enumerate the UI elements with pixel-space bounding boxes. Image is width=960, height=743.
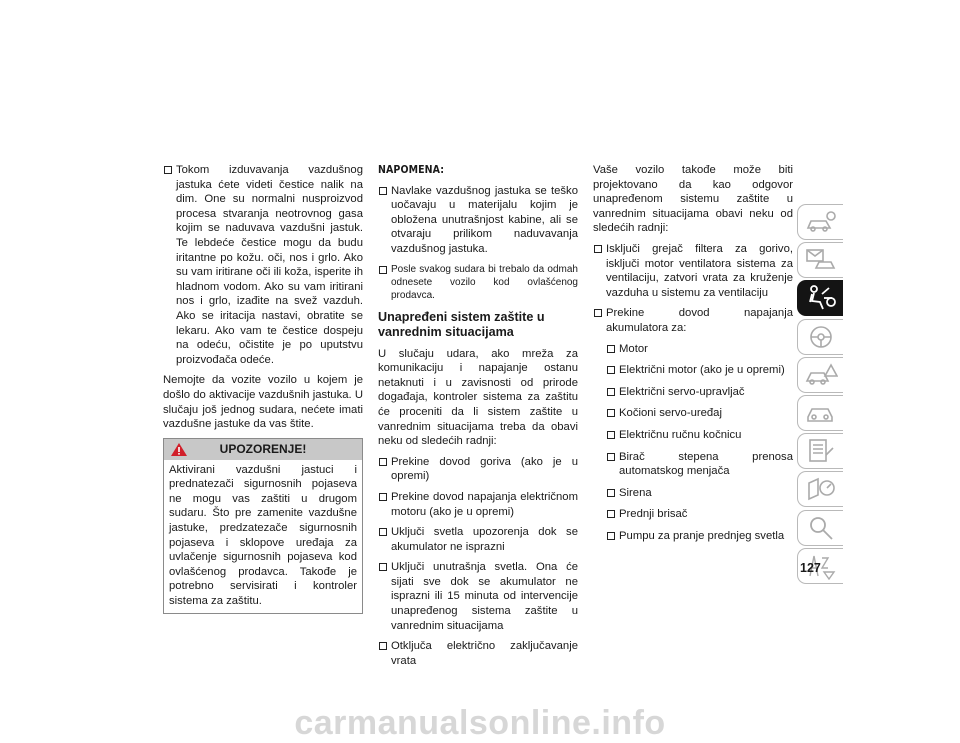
list-item-text: Prekine dovod napajanja akumulatora za: (606, 307, 793, 334)
checkbox-bullet-icon (379, 642, 387, 650)
warning-box (163, 438, 363, 614)
car-service-icon (804, 399, 838, 427)
list-item (378, 455, 578, 484)
list-item-text: Prekine dovod napajanja električnom motoru (ako je u opremi) (391, 490, 578, 518)
sub-list-item (606, 486, 793, 501)
note-item (378, 184, 578, 257)
sub-list-item-text: Prednji brisač (619, 508, 688, 521)
watermark: carmanualsonline.info (294, 704, 666, 742)
sub-list-item (606, 385, 793, 400)
list-item (163, 163, 363, 367)
sub-list-item-text: Kočioni servo-uređaj (619, 407, 722, 420)
checkbox-bullet-icon (379, 528, 387, 536)
checkbox-bullet-icon (607, 453, 615, 461)
checkbox-bullet-icon (607, 366, 615, 374)
checkbox-bullet-icon (594, 245, 602, 253)
list-item (378, 490, 578, 519)
paragraph: U slučaju udara, ako mreža za komunikaciju i napajanje ostanu netaknuti i u zavisnosti od prirode događaja, kontroler sistema za zaštitu će proceniti da li sistem zaštite u vanrednim situacijama treba da obavi neku od sledećih radnji: (378, 347, 578, 448)
section-heading: Unapređeni sistem zaštite u vanrednim situacijama (378, 309, 545, 340)
checkbox-bullet-icon (594, 309, 602, 317)
list-item (593, 306, 793, 335)
column-1 (163, 163, 363, 614)
list-item-text: Otključa električno zaključavanje vrata (391, 640, 578, 667)
sub-list-item (606, 428, 793, 443)
tab-mail-car[interactable] (797, 242, 843, 278)
paragraph: Nemojte da vozite vozilo u kojem je došlo do aktivacije vazdušnih jastuka. U slučaju još jednog sudara, nećete imati vazdušne jastuke da vas štite. (163, 374, 363, 431)
checkbox-bullet-icon (379, 187, 387, 195)
sub-list-item-text: Sirena (619, 486, 652, 499)
tab-crash-warning[interactable] (797, 357, 843, 393)
chapter-tabs (797, 204, 843, 586)
list-item (378, 639, 578, 668)
column-2 (378, 163, 578, 674)
checkbox-bullet-icon (607, 388, 615, 396)
sub-list-item (606, 529, 793, 544)
sub-list-item-text: Motor (619, 342, 648, 355)
paragraph: Vaše vozilo takođe može biti projektovano da kao odgovor unapređenom sistemu zaštite u vanrednim situacijama obavi neku od sledećih radnji: (593, 164, 793, 235)
warning-text: Aktivirani vazdušni jastuci i prednatezači sigurnosnih pojaseva ne mogu vas zaštiti u drugom sudaru. Što pre zamenite vazdušne jastuke, predzatezače sigurnosnih pojaseva i sklopove uređaja za uvlačenje sigurnosnih pojaseva kod ovlašćenog prodavca. Takođe je potrebno servisirati i kontroler sistema za zaštitu. (169, 463, 357, 608)
car-info-icon (804, 208, 838, 236)
list-item (378, 525, 578, 554)
sub-list-item (606, 363, 793, 378)
checkbox-bullet-icon (607, 409, 615, 417)
list-item (593, 242, 793, 300)
tab-steering-wheel[interactable] (797, 319, 843, 355)
gauge-map-icon (804, 475, 838, 503)
checkbox-bullet-icon (379, 266, 387, 274)
sub-list-item-text: Električni servo-upravljač (619, 385, 745, 398)
tab-car-service[interactable] (797, 395, 843, 431)
mail-car-icon (804, 246, 838, 274)
note-item (378, 263, 578, 302)
warning-triangle-icon (170, 442, 188, 457)
checkbox-bullet-icon (607, 532, 615, 540)
sub-list-item-text: Birač stepena prenosa automatskog menjača (619, 450, 793, 478)
checkbox-bullet-icon (379, 458, 387, 466)
sub-list-item-text: Pumpu za pranje prednjeg svetla (619, 529, 785, 542)
list-item-text: Tokom izduvavanja vazdušnog jastuka ćete videti čestice nalik na dim. One su normalni nusproizvod procesa stvaranja neotrovnog gasa kojim se naduvava vazdušni jastuk. Te lebdeće čestice mogu da budu iritantne po kožu. oči, nos i grlo. Ako su vam iritirane oči ili koža, isperite ih hladnom vodom. Ako su vam iritirani nos i grlo, izađite na svež vazduh. Ako se iritacija nastavi, obratite se lekaru. Ako vam te čestice dospeju na odeću, očistite je po uputstvu proizvođača odeće. (176, 164, 363, 366)
note-item-text: Navlake vazdušnog jastuka se teško uočavaju u materijalu kojim je obložena unutrašnjost kabine, ali se otvaraju prilikom naduvavanja vazdušnog jastuka. (391, 184, 578, 255)
tab-car-info[interactable] (797, 204, 843, 240)
tab-checklist[interactable] (797, 433, 843, 469)
sub-list-item (606, 406, 793, 421)
tab-search[interactable] (797, 510, 843, 546)
list-item-text: Isključi grejač filtera za gorivo, isključi motor ventilatora sistema za ventilaciju, zatvori vrata za kruženje vazduha u sistemu za ventilaciju (606, 242, 793, 299)
page-number: 127 (800, 561, 821, 575)
checklist-icon (804, 437, 838, 465)
warning-header (164, 439, 362, 460)
list-item (378, 560, 578, 633)
column-3 (593, 163, 793, 550)
note-item-text: Posle svakog sudara bi trebalo da odmah odnesete vozilo kod ovlašćenog prodavca. (391, 263, 578, 301)
checkbox-bullet-icon (379, 493, 387, 501)
warning-title: UPOZORENJE! (219, 441, 307, 456)
sub-list-item (606, 342, 793, 357)
sub-list-item (606, 450, 793, 479)
checkbox-bullet-icon (607, 510, 615, 518)
checkbox-bullet-icon (607, 345, 615, 353)
checkbox-bullet-icon (607, 489, 615, 497)
tab-seat-airbag[interactable] (797, 280, 843, 316)
seat-airbag-icon (804, 284, 838, 312)
sub-list-item-text: Električnu ručnu kočnicu (619, 428, 742, 441)
tab-gauge-map[interactable] (797, 471, 843, 507)
list-item-text: Uključi unutrašnja svetla. Ona će sijati sve dok se akumulator ne isprazni ili 15 minuta od intervencije unapređenog sistema zaštite u vanrednim situacijama (391, 561, 578, 632)
note-label: NAPOMENA: (378, 164, 445, 176)
checkbox-bullet-icon (164, 166, 172, 174)
list-item-text: Prekine dovod goriva (ako je u opremi) (391, 455, 578, 483)
checkbox-bullet-icon (379, 563, 387, 571)
list-item-text: Uključi svetla upozorenja dok se akumulator ne isprazni (391, 526, 578, 553)
search-icon (804, 514, 838, 542)
checkbox-bullet-icon (607, 431, 615, 439)
crash-warning-icon (804, 361, 838, 389)
sub-list-item-text: Električni motor (ako je u opremi) (619, 364, 785, 377)
steering-wheel-icon (804, 323, 838, 351)
sub-list-item (606, 507, 793, 522)
